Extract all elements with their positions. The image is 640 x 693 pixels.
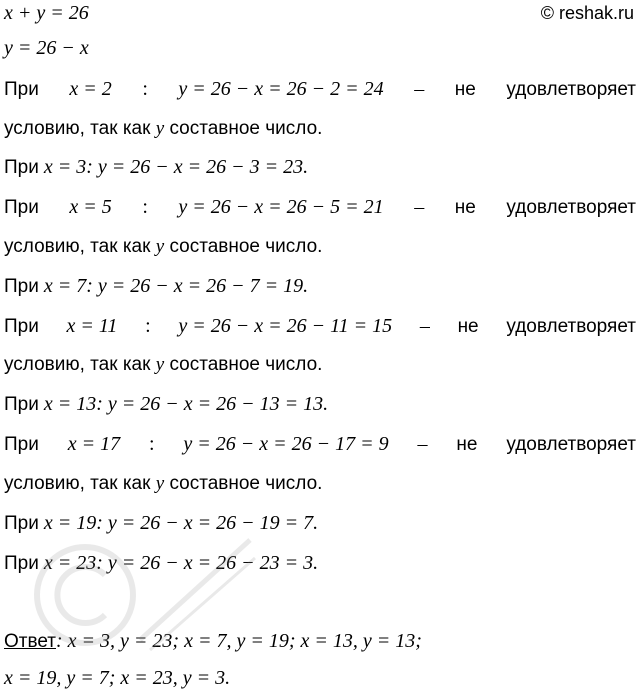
condition-post: составное число. [169, 473, 323, 494]
condition-pre: условию, так как [4, 118, 151, 139]
good-lead: При [4, 513, 39, 534]
good-case-line [4, 391, 636, 417]
good-lead: При [4, 157, 39, 178]
condition-line [4, 116, 636, 142]
case-calc: y = 26 − x = 26 − 11 = 15 [178, 315, 393, 337]
case-dash: – [414, 78, 425, 100]
condition-var: y [155, 473, 165, 494]
good-text: x = 23: y = 26 − x = 26 − 23 = 3. [43, 552, 319, 574]
copyright-label: © reshak.ru [540, 3, 634, 23]
case-lead: При [4, 197, 39, 218]
good-text: x = 3: y = 26 − x = 26 − 3 = 23. [43, 156, 309, 178]
case-dash: – [414, 196, 425, 218]
good-text: x = 13: y = 26 − x = 26 − 13 = 13. [43, 393, 329, 415]
equation-sum: x + y = 26 [4, 2, 89, 24]
case-line [4, 313, 636, 339]
answer-line-continued: x = 19, y = 7; x = 23, y = 3. [4, 667, 231, 689]
case-colon: : [142, 78, 148, 100]
condition-var: y [155, 354, 165, 375]
case-verdict-not: не [457, 316, 479, 337]
condition-line [4, 471, 636, 497]
case-dash: – [417, 433, 428, 455]
condition-var: y [155, 236, 165, 257]
condition-var: y [155, 118, 165, 139]
condition-line [4, 352, 636, 378]
case-calc: y = 26 − x = 26 − 5 = 21 [178, 196, 384, 218]
good-lead: При [4, 276, 39, 297]
condition-post: составное число. [169, 354, 323, 375]
case-x: x = 5 [69, 196, 112, 218]
case-colon: : [142, 196, 148, 218]
case-line [4, 194, 636, 220]
condition-line [4, 234, 636, 260]
answer-values: : x = 3, y = 23; x = 7, y = 19; x = 13, y = 13; [56, 630, 422, 652]
good-text: x = 7: y = 26 − x = 26 − 7 = 19. [43, 275, 309, 297]
case-verdict-word: удовлетворяет [506, 79, 636, 100]
case-x: x = 11 [66, 315, 118, 337]
condition-post: составное число. [169, 236, 323, 257]
good-text: x = 19: y = 26 − x = 26 − 19 = 7. [43, 512, 319, 534]
good-case-line [4, 273, 636, 299]
case-verdict-not: не [454, 197, 476, 218]
case-x: x = 17 [67, 433, 121, 455]
case-calc: y = 26 − x = 26 − 2 = 24 [178, 78, 384, 100]
condition-pre: условию, так как [4, 236, 151, 257]
good-lead: При [4, 553, 39, 574]
case-lead: При [4, 316, 39, 337]
case-verdict-word: удовлетворяет [506, 197, 636, 218]
condition-post: составное число. [169, 118, 323, 139]
case-line [4, 76, 636, 102]
condition-pre: условию, так как [4, 473, 151, 494]
case-lead: При [4, 434, 39, 455]
case-verdict-not: не [456, 434, 478, 455]
good-case-line [4, 550, 636, 576]
answer-line [4, 628, 636, 654]
case-calc: y = 26 − x = 26 − 17 = 9 [183, 433, 389, 455]
case-colon: : [148, 433, 155, 455]
good-case-line [4, 510, 636, 536]
good-case-line [4, 154, 636, 180]
case-colon: : [145, 315, 151, 337]
condition-pre: условию, так как [4, 354, 151, 375]
case-lead: При [4, 79, 39, 100]
case-x: x = 2 [69, 78, 112, 100]
case-verdict-word: удовлетворяет [506, 434, 636, 455]
case-line [4, 431, 636, 457]
case-verdict-not: не [454, 79, 476, 100]
equation-y: y = 26 − x [4, 37, 89, 59]
answer-label: Ответ [4, 631, 56, 652]
case-dash: – [419, 315, 430, 337]
case-verdict-word: удовлетворяет [506, 316, 636, 337]
good-lead: При [4, 394, 39, 415]
